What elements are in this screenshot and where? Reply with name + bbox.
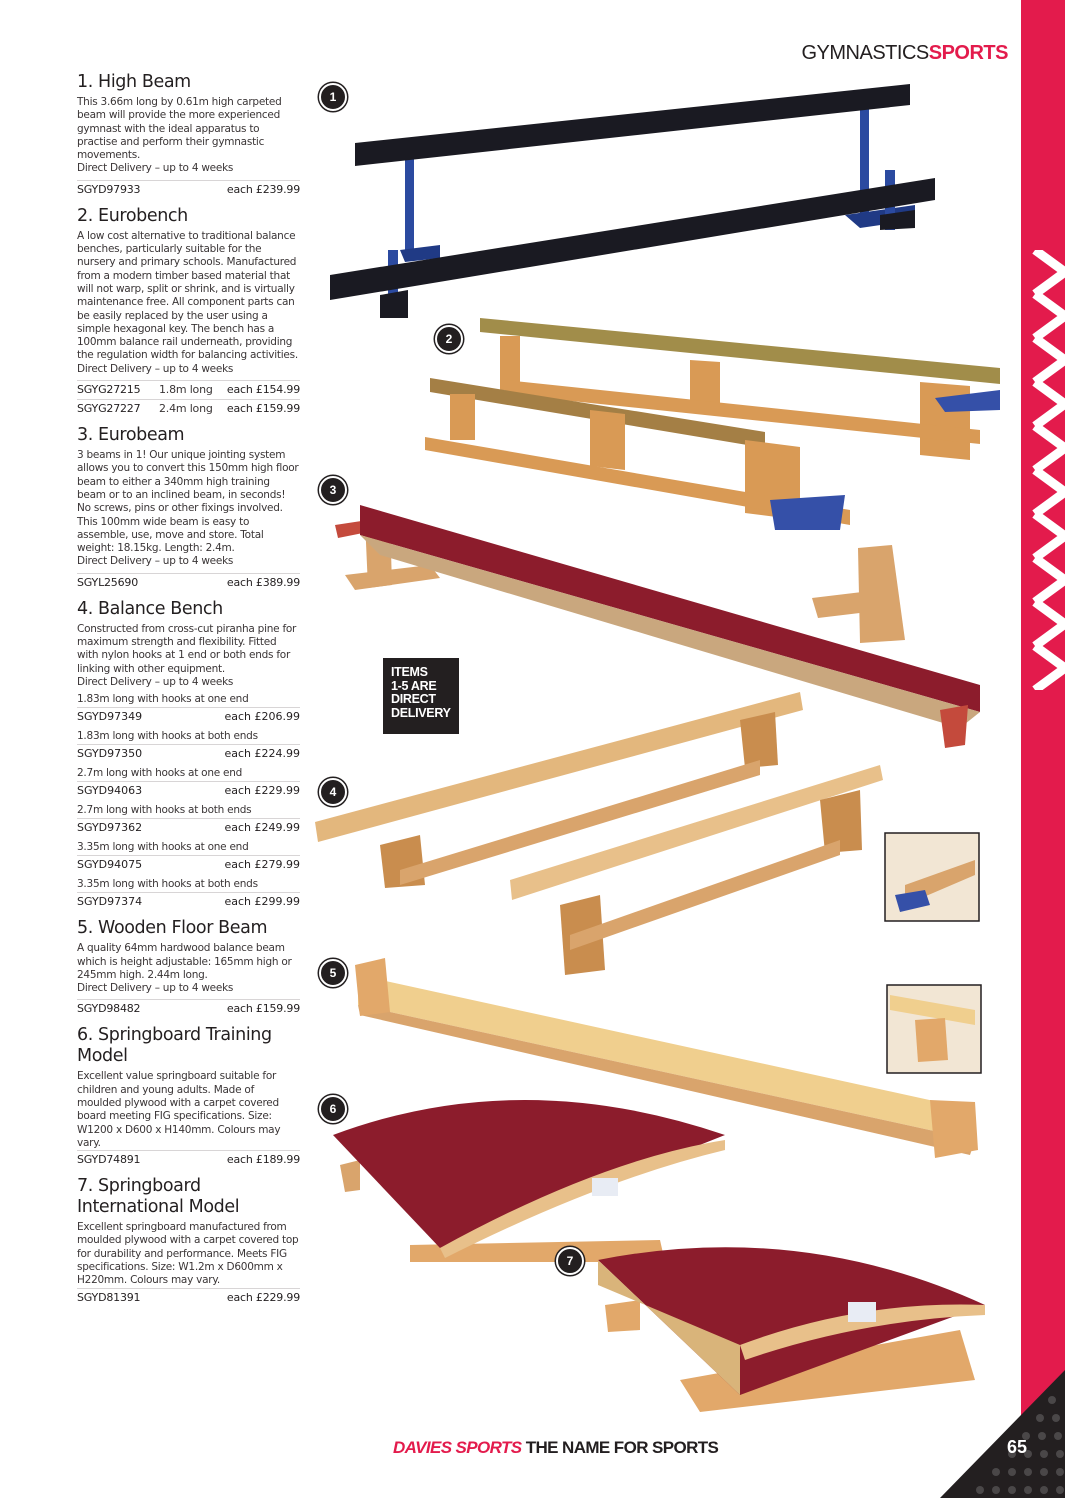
chevron-pattern xyxy=(1021,250,1065,690)
product-price: each £299.99 xyxy=(224,895,300,909)
product-title: 4. Balance Bench xyxy=(77,598,223,619)
product-eurobeam xyxy=(77,425,300,592)
product-code: SGYD98482 xyxy=(77,1002,141,1016)
footer xyxy=(393,1438,718,1458)
product-springboard-training xyxy=(77,1025,300,1169)
delivery-note: Direct Delivery – up to 4 weeks xyxy=(77,675,234,688)
variant-row xyxy=(77,744,300,763)
product-description: Constructed from cross-cut piranha pine for maximum strength and flexibility. Fitted with nylon hooks at 1 end or both ends for linking with other equipment. xyxy=(77,622,297,675)
product-code: SGYD74891 xyxy=(77,1153,141,1167)
price-row xyxy=(77,999,300,1018)
product-code: SGYD94075 xyxy=(77,858,143,872)
direct-delivery-badge xyxy=(383,658,459,734)
product-description: A low cost alternative to traditional balance benches, particularly suitable for the nursery and primary schools. Manufactured from a modern timber based material that will not warp, split or shrink, and is virtually maintenance free. All component parts can be easily replaced by the user using a simple hexagonal key. The bench has a 100mm balance rail underneath, providing the regulation width for balancing activities. xyxy=(77,229,298,362)
price-row xyxy=(77,573,300,592)
product-price: each £239.99 xyxy=(226,182,300,196)
springboard-training-image xyxy=(333,1100,725,1262)
variant-row xyxy=(77,818,300,837)
product-price: each £229.99 xyxy=(224,784,300,798)
product-length: 2.4m long xyxy=(159,402,213,416)
price-row xyxy=(77,1288,300,1307)
product-title: 1. High Beam xyxy=(77,72,191,92)
springboard-international-image xyxy=(598,1247,985,1412)
badge-5: 5 xyxy=(319,959,347,987)
product-code: SGYD97350 xyxy=(77,747,143,761)
balance-bench-image xyxy=(315,692,883,975)
variant-label: 3.35m long with hooks at one end xyxy=(77,841,249,854)
product-code: SGYD97933 xyxy=(77,182,141,196)
product-floor-beam xyxy=(77,918,300,1018)
product-code: SGYD97362 xyxy=(77,821,143,835)
product-price: each £224.99 xyxy=(224,747,300,761)
product-list xyxy=(77,72,300,1314)
product-title: 3. Eurobeam xyxy=(77,425,185,446)
product-high-beam xyxy=(77,72,300,199)
product-description: A quality 64mm hardwood balance beam which is height adjustable: 165mm high or 245mm high. 2.44m long. xyxy=(77,942,292,981)
price-row xyxy=(77,380,300,399)
product-code: SGYD97349 xyxy=(77,710,143,724)
header-gymnastics: GYMNASTICS xyxy=(801,42,929,64)
badge-7: 7 xyxy=(556,1247,584,1275)
variant-label: 2.7m long with hooks at both ends xyxy=(77,804,252,817)
product-title: 6. Springboard Training Model xyxy=(77,1025,272,1067)
variant-label: 2.7m long with hooks at one end xyxy=(77,767,243,780)
footer-brand: DAVIES SPORTS xyxy=(393,1438,522,1457)
product-eurobench xyxy=(77,206,300,418)
variant-row xyxy=(77,781,300,800)
badge-2: 2 xyxy=(435,325,463,353)
product-price: each £206.99 xyxy=(224,710,300,724)
product-title: 5. Wooden Floor Beam xyxy=(77,918,268,939)
variant-row xyxy=(77,892,300,911)
product-description: Excellent value springboard suitable for children and young adults. Made of moulded plywood with a carpet covered board meeting FIG specifications. Size: W1200 x D600 x H140mm. Colours may vary. xyxy=(77,1070,281,1149)
product-description: 3 beams in 1! Our unique jointing system allows you to convert this 150mm high floor beam to either a 340mm high training beam or to an inclined beam, in seconds! No screws, pins or other fixings involved. This 100mm wide beam is easy to assemble, use, move and store. Total weight: 18.15kg. Length: 2.4m. xyxy=(77,449,299,555)
badge-4: 4 xyxy=(319,778,347,806)
delivery-line-2: 1-5 ARE xyxy=(391,678,437,693)
variant-label: 3.35m long with hooks at both ends xyxy=(77,878,258,891)
product-title: 2. Eurobench xyxy=(77,205,188,226)
price-row xyxy=(77,180,300,199)
product-code: SGYG27227 xyxy=(77,402,141,416)
product-code: SGYD81391 xyxy=(77,1290,141,1304)
product-title: 7. Springboard International Model xyxy=(77,1176,240,1218)
side-accent-bar xyxy=(1021,0,1065,1498)
badge-1: 1 xyxy=(319,83,347,111)
footer-tagline: THE NAME FOR SPORTS xyxy=(525,1438,719,1457)
product-code: SGYD94063 xyxy=(77,784,143,798)
delivery-note: Direct Delivery – up to 4 weeks xyxy=(77,162,234,175)
product-length: 1.8m long xyxy=(159,383,213,397)
delivery-note: Direct Delivery – up to 4 weeks xyxy=(77,982,234,995)
product-price: each £389.99 xyxy=(226,575,300,589)
delivery-line-4: DELIVERY xyxy=(391,705,451,720)
badge-6: 6 xyxy=(319,1095,347,1123)
variant-label: 1.83m long with hooks at one end xyxy=(77,693,249,706)
price-row xyxy=(77,399,300,418)
product-code: SGYG27215 xyxy=(77,383,141,397)
product-price: each £189.99 xyxy=(226,1153,300,1167)
delivery-note: Direct Delivery – up to 4 weeks xyxy=(77,362,234,375)
variant-row xyxy=(77,707,300,726)
delivery-note: Direct Delivery – up to 4 weeks xyxy=(77,555,234,568)
variant-row xyxy=(77,855,300,874)
product-balance-bench xyxy=(77,599,300,911)
delivery-line-1: ITEMS xyxy=(391,665,428,679)
product-springboard-international xyxy=(77,1176,300,1306)
badge-3: 3 xyxy=(319,476,347,504)
product-price: each £159.99 xyxy=(226,402,300,416)
eurobench-image xyxy=(425,318,1000,530)
product-price: each £229.99 xyxy=(226,1290,300,1304)
product-description: Excellent springboard manufactured from moulded plywood with a carpet covered top for durability and performance. Meets FIG specifications. Size: W1.2m x D600mm x H220mm. Colours may vary. xyxy=(77,1221,299,1287)
product-price: each £159.99 xyxy=(226,1002,300,1016)
product-price: each £279.99 xyxy=(224,858,300,872)
product-code: SGYL25690 xyxy=(77,575,138,589)
delivery-line-3: DIRECT xyxy=(391,692,436,706)
product-price: each £249.99 xyxy=(224,821,300,835)
high-beam-image xyxy=(330,84,935,318)
variant-label: 1.83m long with hooks at both ends xyxy=(77,730,258,743)
page-number: 65 xyxy=(1007,1437,1028,1457)
price-row xyxy=(77,1150,300,1169)
product-description: This 3.66m long by 0.61m high carpeted beam will provide the more experienced gymnast with the ideal apparatus to practise and perform their gymnastic movements. xyxy=(77,96,282,162)
product-code: SGYD97374 xyxy=(77,895,143,909)
header-sports: SPORTS xyxy=(928,42,1008,64)
product-price: each £154.99 xyxy=(226,383,300,397)
